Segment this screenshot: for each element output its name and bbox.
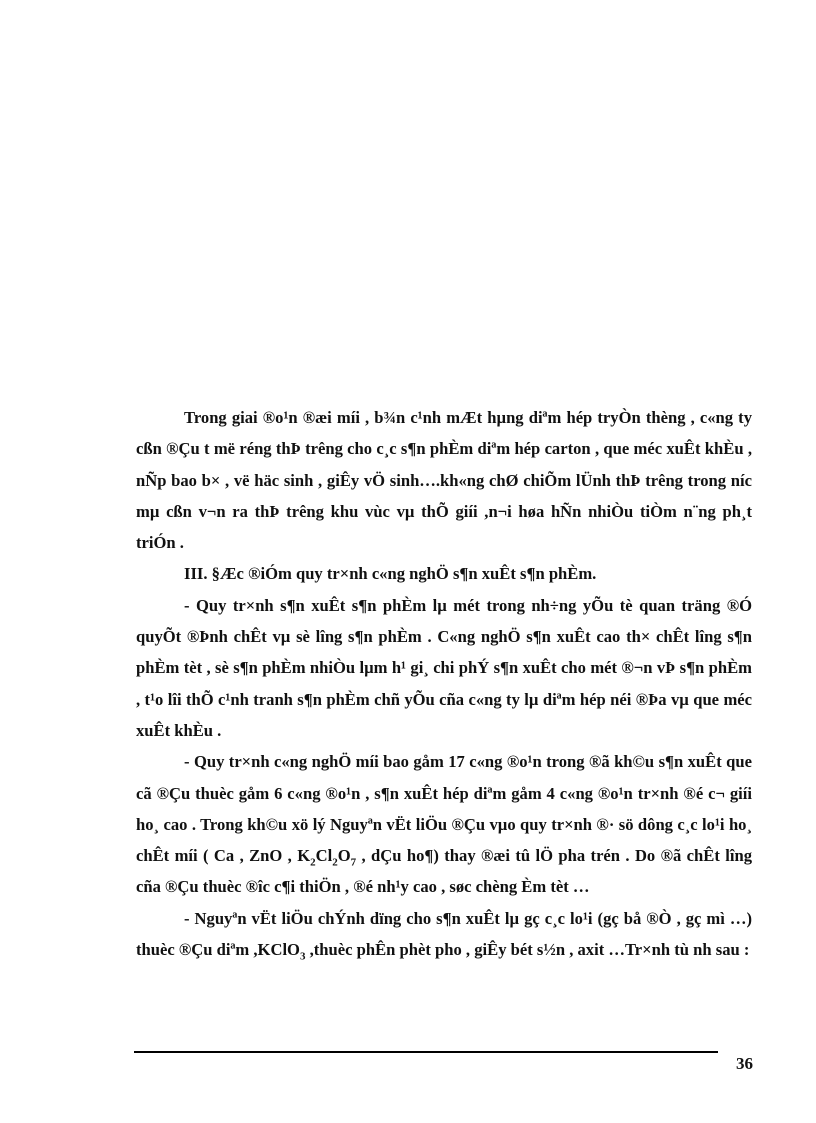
text-run: O <box>337 846 351 866</box>
text-run: III. §Æc ®iÓm quy tr×nh c«ng nghÖ s¶n xuÊt s¶n phÈm. <box>184 564 597 584</box>
text-run: - Quy tr×nh c«ng nghÖ míi bao gåm 17 c«ng ®o¹n trong ®ã kh©u s¶n xuÊt que cã ®Çu thuèc gåm 6 c«ng ®o¹n , s¶n xuÊt hép diªm gåm 4 c«ng ®o¹n tr×nh ®é c¬ giíi ho¸ cao . Trong kh©u xö lý Nguyªn vËt liÖu ®Çu vµo quy tr×nh ®· sö dông c¸c lo¹i ho¸ chÊt míi ( Ca , ZnO , K <box>136 752 752 866</box>
footer-rule <box>134 1051 718 1053</box>
paragraph-p2 <box>136 558 752 589</box>
subscript: 2 <box>332 856 338 869</box>
paragraph-p3 <box>136 590 752 746</box>
paragraph-p5 <box>136 903 752 966</box>
page-number: 36 <box>736 1054 753 1073</box>
text-run: , dÇu ho¶) thay ®æi tû lÖ pha trén . Do ®ã chÊt lîng cña ®Çu thuèc ®îc c¶i thiÖn , ®é nh¹y cao , søc chèng Èm tèt … <box>136 846 752 897</box>
text-run: - Nguyªn vËt liÖu chÝnh dïng cho s¶n xuÊt lµ gç c¸c lo¹i (gç bå ®Ò , gç mì …) thuèc ®Çu diªm ,KClO <box>136 908 752 960</box>
body-text <box>136 402 752 965</box>
text-run: Trong giai ®o¹n ®æi míi , b¾n c¹nh mÆt hµng diªm hép tryÒn thèng , c«ng ty cßn ®Çu t më réng thÞ trêng cho c¸c s¶n phÈm diªm hép carton , que méc xuÊt khÈu , nÑp bao b× , vë häc sinh , giÊy vÖ sinh….kh«ng chØ chiÕm lÜnh thÞ trêng trong níc mµ cßn v¬n ra thÞ trêng khu vùc vµ thÕ giíi ,n¬i høa hÑn nhiÒu tiÒm n¨ng ph¸t triÓn . <box>136 408 752 553</box>
text-run: - Quy tr×nh s¶n xuÊt s¶n phÈm lµ mét trong nh÷ng yÕu tè quan träng ®Ó quyÕt ®Þnh chÊt vµ sè lîng s¶n phÈm . C«ng nghÖ s¶n xuÊt cao th× chÊt lîng s¶n phÈm tèt , sè s¶n phÈm nhiÒu lµm h¹ gi¸ chi phÝ s¶n xuÊt cho mét ®¬n vÞ s¶n phÈm , t¹o lîi thÕ c¹nh tranh s¶n phÈm chñ yÕu cña c«ng ty lµ diªm hép néi ®Þa vµ que méc xuÊt khÈu . <box>136 595 752 740</box>
subscript: 3 <box>299 950 306 963</box>
text-run: ,thuèc phÊn phèt pho , giÊy bét s½n , axit …Tr×nh tù nh sau : <box>305 940 750 960</box>
subscript: 7 <box>350 856 357 869</box>
subscript: 2 <box>310 856 316 869</box>
paragraph-p4 <box>136 746 752 902</box>
text-run: Cl <box>315 846 333 866</box>
paragraph-p1 <box>136 402 752 558</box>
